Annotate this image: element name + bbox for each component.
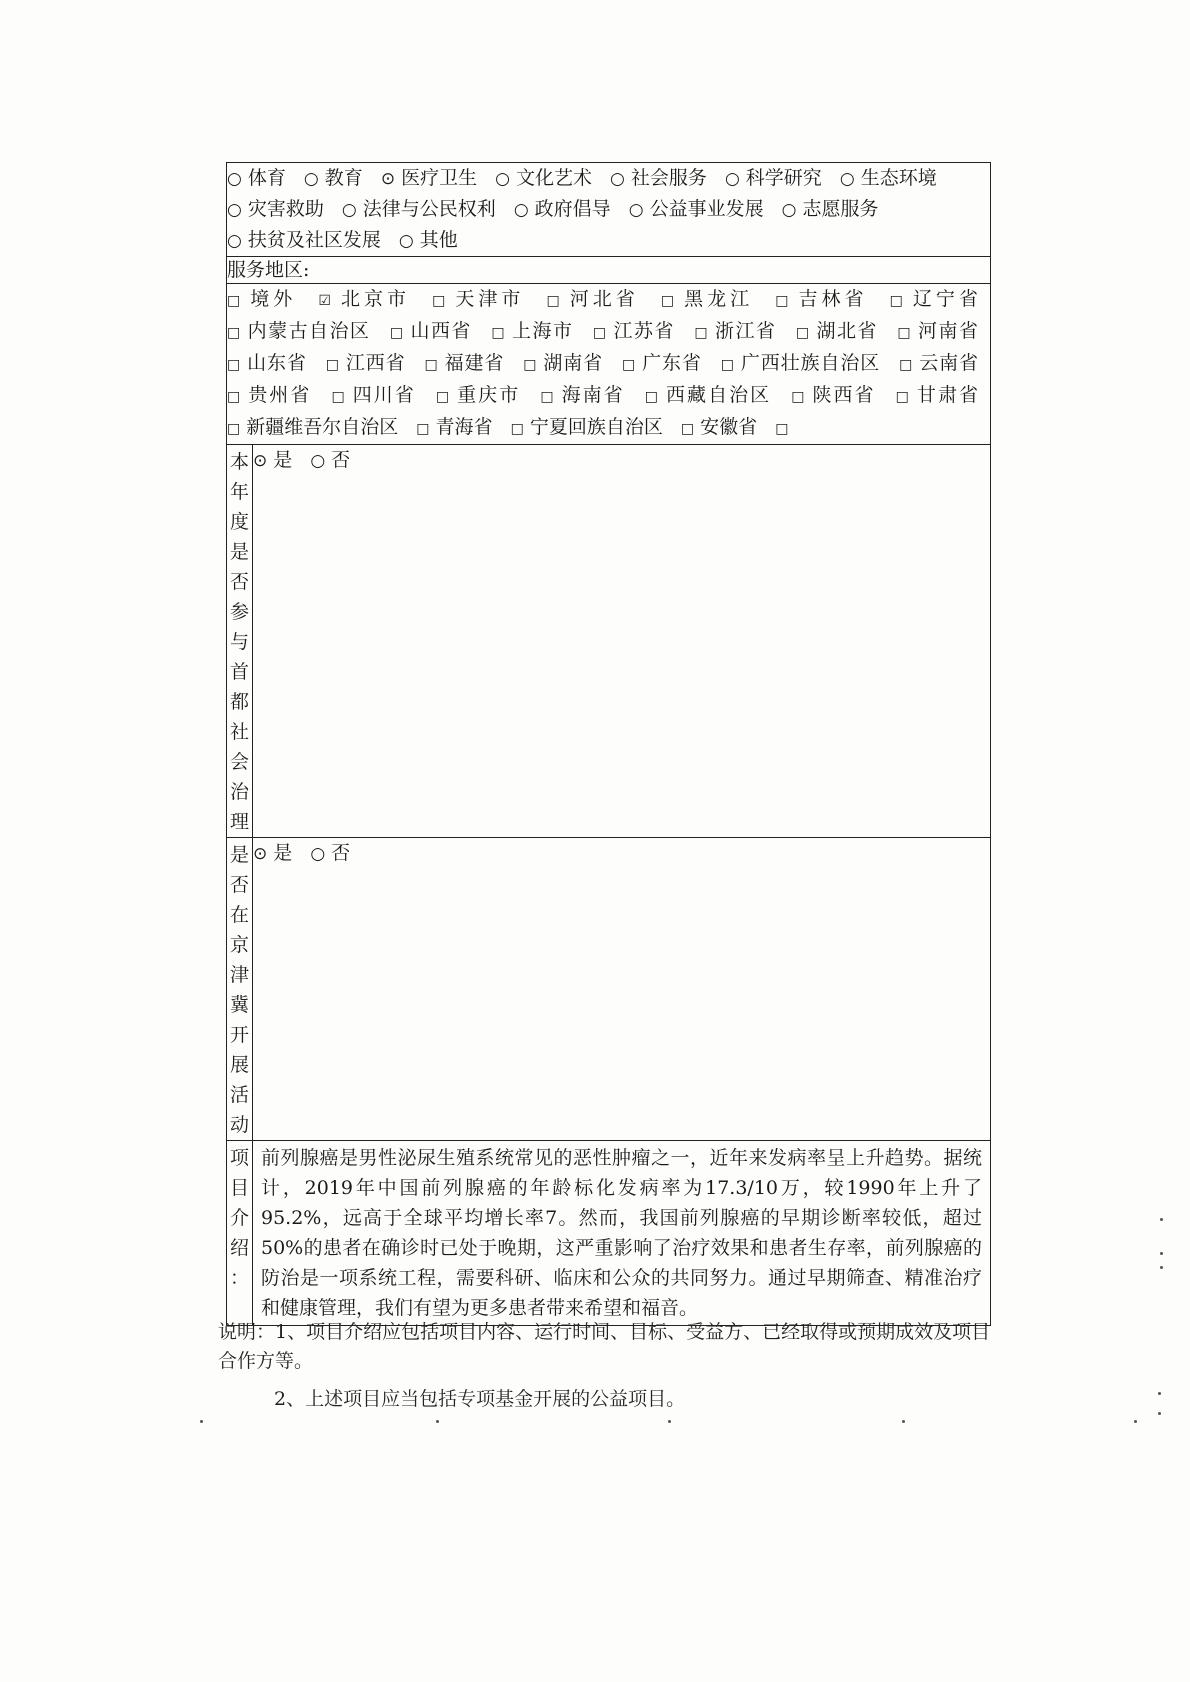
category-label: 公益事业发展 <box>649 198 764 220</box>
category-option[interactable] <box>782 198 891 220</box>
checkbox-icon[interactable]: □ <box>895 389 909 405</box>
radio-icon[interactable]: ○ <box>341 200 357 220</box>
checkbox-icon[interactable]: □ <box>424 357 438 373</box>
checkbox-icon[interactable]: □ <box>523 357 537 373</box>
checkbox-icon[interactable]: □ <box>416 421 430 437</box>
label-char: 都 <box>229 691 249 713</box>
checkbox-icon[interactable]: □ <box>389 325 404 341</box>
category-label: 法律与公民权利 <box>362 198 496 220</box>
checkbox-icon[interactable]: □ <box>510 421 524 437</box>
region-label: 安徽省 <box>700 416 758 438</box>
category-label: 政府倡导 <box>534 198 611 220</box>
checkbox-icon[interactable]: □ <box>546 293 560 309</box>
region-label: 上海市 <box>510 320 574 342</box>
capital-governance-label <box>227 445 253 838</box>
region-option[interactable] <box>432 288 536 310</box>
region-label: 山东省 <box>246 352 307 374</box>
no-radio[interactable]: ○ <box>310 844 326 864</box>
no-label: 否 <box>331 449 351 471</box>
radio-icon[interactable]: ○ <box>839 169 855 189</box>
label-char: 本 <box>229 451 249 473</box>
region-option[interactable] <box>897 320 990 342</box>
scan-speck <box>1160 1252 1163 1255</box>
scan-speck <box>1134 1420 1137 1423</box>
region-label: 境外 <box>246 288 297 310</box>
label-char: 年 <box>229 481 249 503</box>
label-char: 绍 <box>229 1237 249 1259</box>
label-char: 否 <box>229 571 249 593</box>
region-option[interactable] <box>890 288 990 310</box>
radio-icon[interactable]: ○ <box>227 169 242 189</box>
scan-speck <box>1158 1412 1161 1415</box>
region-label: 湖北省 <box>815 320 878 342</box>
checkbox-icon[interactable]: □ <box>592 325 607 341</box>
region-option[interactable] <box>227 320 382 342</box>
label-char: 在 <box>229 904 249 926</box>
region-option[interactable] <box>318 288 422 310</box>
label-char: 度 <box>229 511 249 533</box>
region-label: 陕西省 <box>810 384 876 406</box>
checkbox-icon[interactable]: □ <box>791 389 805 405</box>
category-label: 文化艺术 <box>515 167 592 189</box>
category-label: 科学研究 <box>745 167 822 189</box>
region-label: 北京市 <box>336 288 411 310</box>
region-option[interactable] <box>523 352 615 374</box>
capital-governance-answer <box>253 445 991 838</box>
region-label: 内蒙古自治区 <box>246 320 371 342</box>
jingjinji-row <box>227 838 991 1141</box>
intro-row <box>227 1141 991 1326</box>
label-char: ： <box>229 1267 249 1289</box>
scan-speck <box>1158 1392 1161 1395</box>
region-label: 天津市 <box>451 288 525 310</box>
label-char: 目 <box>229 1177 249 1199</box>
category-option[interactable] <box>840 167 949 189</box>
scan-speck <box>1160 1218 1163 1221</box>
checkbox-icon[interactable]: □ <box>775 293 789 309</box>
label-char: 津 <box>229 964 249 986</box>
checkbox-icon[interactable]: □ <box>889 293 903 309</box>
region-label: 云南省 <box>918 352 978 374</box>
checkbox-icon[interactable]: □ <box>897 325 911 341</box>
category-option[interactable] <box>381 167 489 189</box>
region-label: 浙江省 <box>713 320 777 342</box>
radio-icon[interactable]: ○ <box>398 231 414 251</box>
label-char: 动 <box>229 1114 249 1136</box>
service-area-label: 服务地区: <box>227 257 991 284</box>
label-char: 会 <box>229 751 249 773</box>
region-label: 四川省 <box>350 384 416 406</box>
region-option[interactable] <box>622 352 714 374</box>
region-option[interactable] <box>775 288 879 310</box>
note-1: 说明：1、项目介绍应包括项目内容、运行时间、目标、受益方、已经取得或预期成效及项目合作方等。 <box>218 1321 991 1372</box>
checkbox-icon[interactable]: □ <box>227 357 241 373</box>
jingjinji-answer <box>253 838 991 1141</box>
project-info-table <box>226 162 991 1326</box>
note-2: 2、上述项目应当包括专项基金开展的公益项目。 <box>274 1388 686 1410</box>
category-label: 其他 <box>419 229 458 251</box>
checkbox-icon[interactable]: □ <box>622 357 636 373</box>
label-char: 京 <box>229 934 249 956</box>
region-option[interactable] <box>593 320 687 342</box>
region-label: 江西省 <box>344 352 406 374</box>
radio-icon[interactable]: ⊙ <box>380 169 396 189</box>
checkbox-icon[interactable]: □ <box>331 389 345 405</box>
category-option[interactable] <box>342 198 508 220</box>
label-char: 参 <box>229 601 249 623</box>
category-label: 生态环境 <box>860 167 937 189</box>
category-options <box>227 163 991 257</box>
capital-governance-row <box>227 445 991 838</box>
category-option[interactable] <box>629 198 776 220</box>
category-option[interactable] <box>304 167 375 189</box>
label-char: 展 <box>229 1054 249 1076</box>
no-label: 否 <box>331 842 351 864</box>
region-label: 海南省 <box>559 384 625 406</box>
region-option[interactable] <box>540 384 636 406</box>
checkbox-icon[interactable]: □ <box>432 293 446 309</box>
yes-radio[interactable]: ⊙ <box>253 451 268 471</box>
radio-icon[interactable]: ○ <box>724 169 740 189</box>
category-row <box>227 163 991 257</box>
scan-speck <box>436 1420 439 1423</box>
label-char: 理 <box>229 811 249 833</box>
category-label: 灾害救助 <box>247 198 324 220</box>
category-option[interactable] <box>610 167 719 189</box>
checkbox-icon[interactable]: □ <box>795 325 810 341</box>
label-char: 否 <box>229 874 249 896</box>
radio-icon[interactable]: ○ <box>610 169 625 189</box>
region-option[interactable] <box>721 352 892 374</box>
region-option[interactable] <box>425 352 517 374</box>
label-char: 治 <box>229 781 249 803</box>
label-char: 开 <box>229 1024 249 1046</box>
category-label: 医疗卫生 <box>401 167 478 189</box>
region-option[interactable] <box>645 384 783 406</box>
region-option[interactable] <box>511 416 675 438</box>
category-label: 扶贫及社区发展 <box>247 229 381 251</box>
service-area-label-row <box>227 257 991 284</box>
radio-icon[interactable]: ○ <box>227 200 242 220</box>
region-option[interactable] <box>796 320 890 342</box>
region-label: 甘肃省 <box>914 384 978 406</box>
region-label: 黑龙江 <box>680 288 754 310</box>
label-char: 介 <box>229 1207 249 1229</box>
label-char: 项 <box>229 1147 249 1169</box>
scan-speck <box>1160 1266 1163 1269</box>
region-label: 福建省 <box>443 352 505 374</box>
radio-icon[interactable]: ○ <box>303 169 319 189</box>
region-label: 湖南省 <box>542 352 604 374</box>
region-label: 河北省 <box>565 288 639 310</box>
category-option[interactable] <box>514 198 623 220</box>
intro-label <box>227 1141 253 1326</box>
category-option[interactable] <box>227 229 393 251</box>
label-char: 是 <box>229 844 249 866</box>
checkbox-icon[interactable]: □ <box>435 389 450 405</box>
radio-icon[interactable]: ○ <box>227 231 242 251</box>
region-option[interactable] <box>227 416 410 438</box>
checkbox-icon[interactable]: □ <box>227 389 241 405</box>
jingjinji-label <box>227 838 253 1141</box>
region-option[interactable] <box>390 320 484 342</box>
checkbox-icon[interactable]: □ <box>227 325 241 341</box>
checkbox-icon[interactable]: ☑ <box>318 293 331 309</box>
region-option[interactable] <box>694 320 788 342</box>
category-label: 社会服务 <box>630 167 707 189</box>
checkbox-icon[interactable]: □ <box>227 421 241 437</box>
checkbox-icon[interactable]: □ <box>694 325 708 341</box>
intro-text: 前列腺癌是男性泌尿生殖系统常见的恶性肿瘤之一，近年来发病率呈上升趋势。据统计，2019年中国前列腺癌的年龄标化发病率为17.3/10万，较1990年上升了95.2%，远高于全球平均增长率7。然而，我国前列腺癌的早期诊断率较低，超过50%的患者在确诊时已处于晚期，这严重影响了治疗效果和患者生存率，前列腺癌的防治是一项系统工程，需要科研、临床和公众的共同努力。通过早期筛查、精准治疗和健康管理，我们有望为更多患者带来希望和福音。 <box>253 1141 991 1326</box>
region-option[interactable] <box>227 384 323 406</box>
checkbox-icon[interactable]: □ <box>227 293 241 309</box>
label-char: 活 <box>229 1084 249 1106</box>
region-label: 青海省 <box>435 416 493 438</box>
yes-radio[interactable]: ⊙ <box>253 844 268 864</box>
service-area-row <box>227 284 991 445</box>
region-label: 广西壮族自治区 <box>739 352 881 374</box>
checkbox-icon[interactable]: □ <box>644 389 658 405</box>
region-option[interactable] <box>436 384 532 406</box>
region-label: 广东省 <box>641 352 702 374</box>
checkbox-icon[interactable]: □ <box>540 389 554 405</box>
label-char: 首 <box>229 661 249 683</box>
radio-icon[interactable]: ○ <box>513 200 529 220</box>
checkbox-icon[interactable]: □ <box>325 357 339 373</box>
category-option[interactable] <box>227 198 336 220</box>
checkbox-icon[interactable]: □ <box>899 357 913 373</box>
region-label: 吉林省 <box>794 288 868 310</box>
category-label: 志愿服务 <box>802 198 879 220</box>
region-label: 江苏省 <box>612 320 675 342</box>
region-label: 河南省 <box>916 320 978 342</box>
region-label: 山西省 <box>409 320 472 342</box>
scan-speck <box>902 1420 905 1423</box>
region-label: 宁夏回族自治区 <box>529 416 663 438</box>
category-option[interactable] <box>725 167 834 189</box>
category-option[interactable] <box>399 229 470 251</box>
region-option[interactable] <box>661 288 765 310</box>
radio-icon[interactable]: ○ <box>781 200 797 220</box>
region-label: 重庆市 <box>455 384 521 406</box>
region-label: 西藏自治区 <box>663 384 772 406</box>
label-char: 社 <box>229 721 249 743</box>
region-option[interactable] <box>896 384 990 406</box>
region-label: 新疆维吾尔自治区 <box>246 416 399 438</box>
region-option[interactable] <box>227 352 319 374</box>
region-option[interactable] <box>491 320 585 342</box>
region-option[interactable] <box>681 416 769 438</box>
region-option[interactable] <box>416 416 504 438</box>
region-label: 辽宁省 <box>908 288 978 310</box>
yes-label: 是 <box>273 449 293 471</box>
category-option[interactable] <box>495 167 604 189</box>
region-options <box>227 284 991 445</box>
label-char: 冀 <box>229 994 249 1016</box>
region-option[interactable] <box>791 384 887 406</box>
label-char: 是 <box>229 541 249 563</box>
scan-speck <box>668 1420 671 1423</box>
checkbox-icon[interactable]: □ <box>680 421 695 437</box>
label-char: 与 <box>229 631 249 653</box>
checkbox-icon[interactable]: □ <box>775 421 789 437</box>
no-radio[interactable]: ○ <box>310 451 326 471</box>
checkbox-icon[interactable]: □ <box>720 357 734 373</box>
radio-icon[interactable]: ○ <box>495 169 510 189</box>
region-option[interactable] <box>899 352 990 374</box>
category-label: 教育 <box>324 167 363 189</box>
region-option[interactable] <box>227 288 308 310</box>
category-label: 体育 <box>247 167 286 189</box>
region-option[interactable] <box>331 384 427 406</box>
region-option[interactable] <box>326 352 418 374</box>
region-label: 贵州省 <box>246 384 312 406</box>
region-option[interactable] <box>546 288 650 310</box>
yes-label: 是 <box>273 842 293 864</box>
checkbox-icon[interactable]: □ <box>491 325 505 341</box>
category-option[interactable] <box>227 167 298 189</box>
checkbox-icon[interactable]: □ <box>660 293 675 309</box>
radio-icon[interactable]: ○ <box>628 200 644 220</box>
scan-speck <box>200 1420 203 1423</box>
